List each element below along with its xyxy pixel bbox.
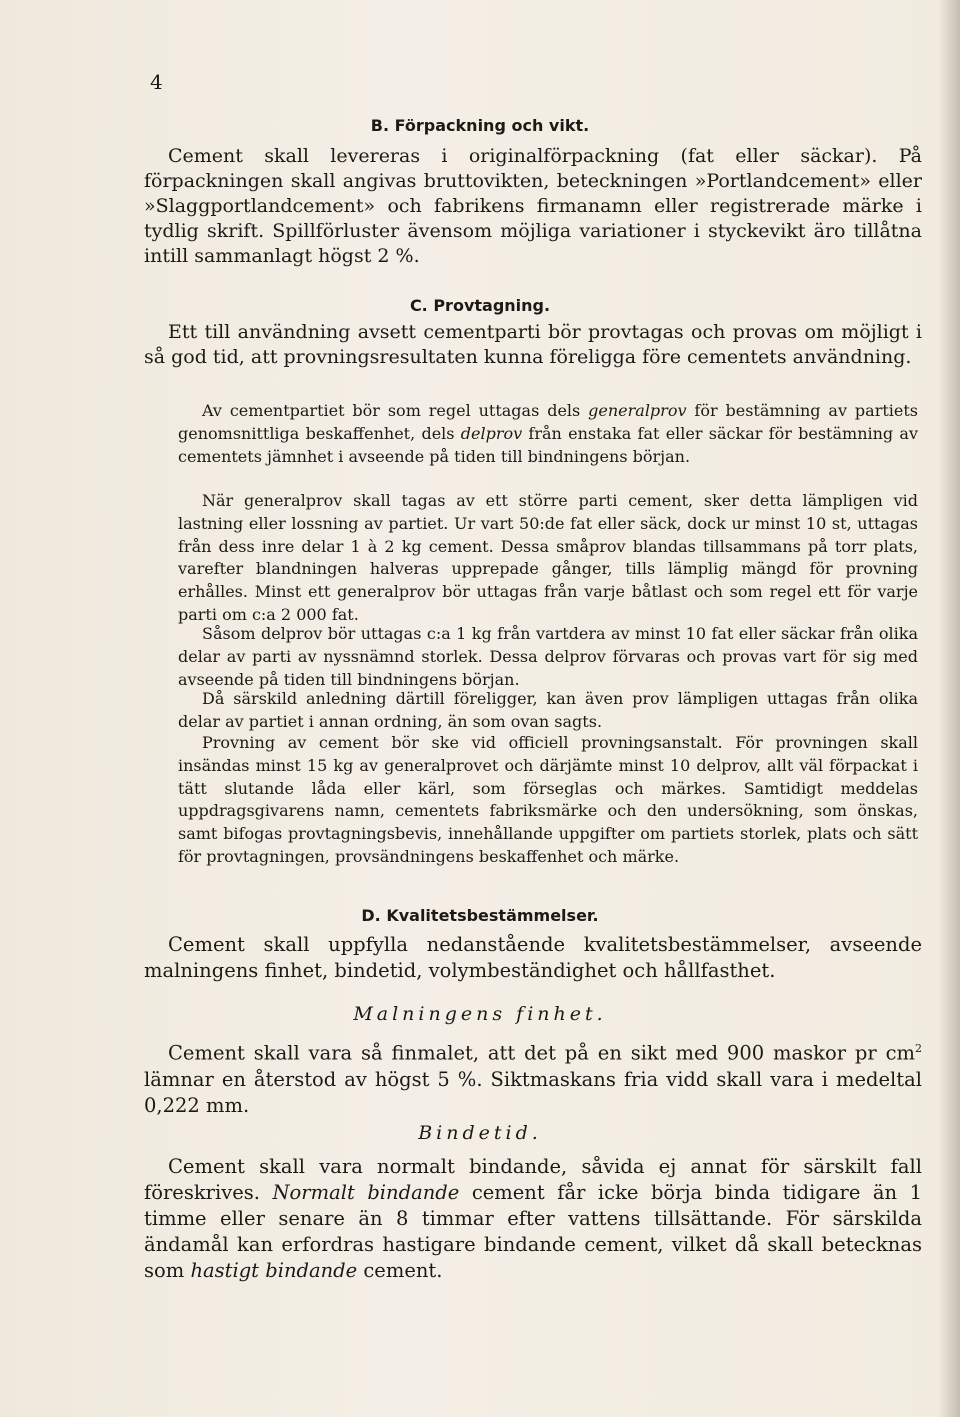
section-d-paragraph-1: Cement skall uppfylla nedanstående kvalitetsbestämmelser, avseende malningens finhet, bindetid, volymbeständighet och hållfasthet. (144, 933, 922, 982)
emphasis-delprov: delprov (460, 423, 523, 443)
emphasis-hastigt-bindande: hastigt bindande (190, 1259, 358, 1282)
text-run: cement. (357, 1259, 443, 1282)
text-run: från enstaka fat eller säckar för bestämning av cementets jämnhet i avseende på tiden till bindningens början. (178, 423, 919, 466)
section-b-paragraph: Cement skall levereras i originalförpackning (fat eller säckar). På förpackningen skall angivas bruttovikten, beteckningen »Portlandcement» eller »Slaggportlandcement» och fabrikens firmanamn eller registrerade märke i tydlig skrift. Spillförluster ävensom möjliga variationer i styckevikt äro tillåtna intill sammanlagt högst 2 %. (144, 145, 922, 267)
section-c-paragraph-5: Då särskild anledning därtill föreligger, kan även prov lämpligen uttagas från olika delar av partiet i annan ordning, än som ovan sagts. (178, 689, 918, 731)
section-d-paragraph-3 (144, 1154, 922, 1284)
section-c-paragraph-2 (178, 400, 918, 468)
section-c-paragraph-4: Såsom delprov bör uttagas c:a 1 kg från vartdera av minst 10 fat eller säckar från olika delar av parti av nyssnämnd storlek. Dessa delprov förvaras och provas vart för sig med avseende på tiden till bindningens början. (178, 624, 918, 689)
text-run: lämnar en återstod av högst 5 %. Siktmaskans fria vidd skall vara i medeltal 0,222 mm. (144, 1067, 922, 1117)
section-d-heading: D. Kvalitetsbestämmelser. (361, 906, 599, 925)
text-run: cement får icke börja binda tidigare än 1 timme eller senare än 8 timmar efter vattens tillsättande. För särskilda ändamål kan erfordras hastigare bindande cement, vilket då skall betecknas som (144, 1181, 922, 1282)
text-run: Av cementpartiet bör som regel uttagas dels (202, 401, 589, 420)
section-c-paragraph-1: Ett till användning avsett cementparti bör provtagas och provas om möjligt i så god tid, att provningsresultaten kunna föreligga före cementets användning. (144, 321, 922, 368)
emphasis-normalt-bindande: Normalt bindande (272, 1181, 460, 1204)
section-c-heading: C. Provtagning. (409, 296, 551, 315)
emphasis-generalprov: generalprov (588, 401, 687, 420)
page-number: 4 (150, 70, 163, 94)
subheading-malningens-finhet: Malningens finhet. (353, 1003, 607, 1025)
section-b-heading: B. Förpackning och vikt. (370, 116, 590, 135)
section-c-paragraph-3: När generalprov skall tagas av ett större parti cement, sker detta lämpligen vid lastning eller lossning av partiet. Ur vart 50:de fat eller säck, dock ur minst 10 st, uttagas från dess inre delar 1 à 2 kg cement. Dessa småprov blandas tillsammans på torr plats, varefter blandningen halveras upprepade gånger, tills lämplig mängd för provning erhålles. Minst ett generalprov bör uttagas från varje båtlast och som regel ett för varje parti om c:a 2 000 fat. (178, 491, 918, 624)
page-edge-shadow (938, 0, 960, 1417)
superscript: 2 (915, 1042, 922, 1055)
text-run: Cement skall vara så finmalet, att det på en sikt med 900 maskor pr cm (168, 1041, 915, 1065)
section-c-paragraph-6: Provning av cement bör ske vid officiell provningsanstalt. För provningen skall insändas minst 15 kg av generalprovet och därjämte minst 10 delprov, allt väl förpackat i tätt slutande låda eller kärl, som förseglas och märkes. Samtidigt meddelas uppdragsgivarens namn, cementets fabriksmärke och den undersökning, som önskas, samt bifogas provtagningsbevis, innehållande uppgifter om partiets storlek, plats och sätt för provtagningen, provsändningens beskaffenhet och märke. (178, 733, 918, 866)
subheading-bindetid: Bindetid. (418, 1122, 542, 1144)
section-d-paragraph-2 (144, 1036, 922, 1119)
text-run: Cement skall vara normalt bindande, såvida ej annat för särskilt fall föreskrives. (144, 1155, 922, 1204)
text-run: för bestämning av partiets genomsnittliga beskaffenhet, dels (178, 401, 918, 443)
